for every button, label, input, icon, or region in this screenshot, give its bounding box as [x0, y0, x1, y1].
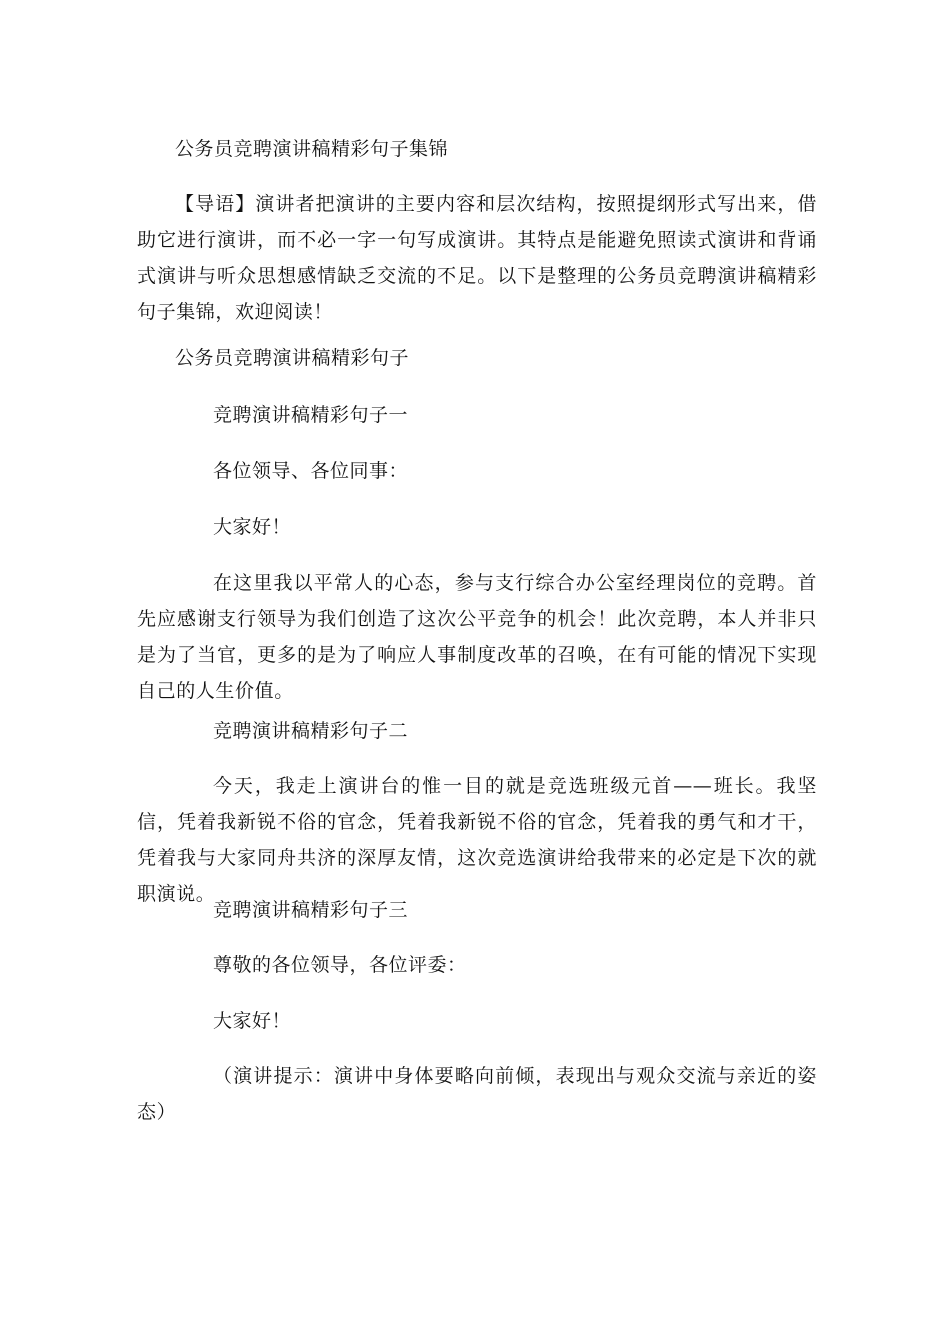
part2-paragraph: 今天，我走上演讲台的惟一目的就是竞选班级元首——班长。我坚信，凭着我新锐不俗的官念，凭着我新锐不俗的官念，凭着我的勇气和才干，凭着我与大家同舟共济的深厚友情，这次竞选演讲给我带来的必定是下次的就职演说。: [137, 775, 817, 905]
part3-greeting: 大家好！: [213, 1010, 292, 1032]
part1-heading: 竞聘演讲稿精彩句子一: [213, 404, 409, 426]
part1-paragraph: 在这里我以平常人的心态，参与支行综合办公室经理岗位的竞聘。首先应感谢支行领导为我们创造了这次公平竞争的机会！此次竞聘，本人并非只是为了当官，更多的是为了响应人事制度改革的召唤，在有可能的情况下实现自己的人生价值。: [137, 572, 817, 702]
part1-greeting: 大家好！: [213, 516, 292, 538]
part2-heading: 竞聘演讲稿精彩句子二: [213, 720, 409, 742]
part3-tip: （演讲提示：演讲中身体要略向前倾，表现出与观众交流与亲近的姿态）: [137, 1065, 817, 1123]
section-heading: 公务员竞聘演讲稿精彩句子: [175, 347, 410, 369]
part3-salutation: 尊敬的各位领导，各位评委：: [213, 954, 467, 976]
part3-heading: 竞聘演讲稿精彩句子三: [213, 899, 409, 921]
document-title: 公务员竞聘演讲稿精彩句子集锦: [175, 138, 449, 160]
intro-paragraph: 【导语】演讲者把演讲的主要内容和层次结构，按照提纲形式写出来，借助它进行演讲，而不必一字一句写成演讲。其特点是能避免照读式演讲和背诵式演讲与听众思想感情缺乏交流的不足。以下是整理的公务员竞聘演讲稿精彩句子集锦，欢迎阅读！: [137, 193, 817, 323]
part1-salutation: 各位领导、各位同事：: [213, 460, 409, 482]
